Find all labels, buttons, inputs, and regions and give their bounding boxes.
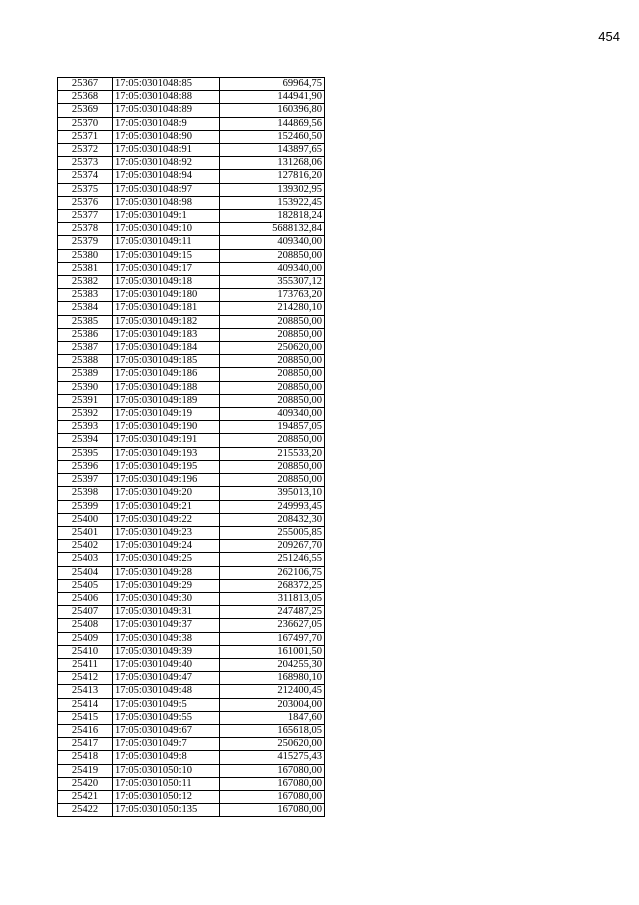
cadastral-number-cell: 17:05:0301048:85 xyxy=(113,78,220,91)
value-cell: 268372,25 xyxy=(220,579,325,592)
value-cell: 167497,70 xyxy=(220,632,325,645)
value-cell: 250620,00 xyxy=(220,342,325,355)
table-row xyxy=(58,144,325,157)
row-number-cell: 25406 xyxy=(58,592,113,605)
value-cell: 167080,00 xyxy=(220,804,325,817)
table-row xyxy=(58,566,325,579)
table-row xyxy=(58,421,325,434)
value-cell: 208850,00 xyxy=(220,249,325,262)
cadastral-number-cell: 17:05:0301049:196 xyxy=(113,474,220,487)
table-row xyxy=(58,210,325,223)
value-cell: 69964,75 xyxy=(220,78,325,91)
row-number-cell: 25377 xyxy=(58,210,113,223)
row-number-cell: 25379 xyxy=(58,236,113,249)
cadastral-number-cell: 17:05:0301048:9 xyxy=(113,117,220,130)
row-number-cell: 25372 xyxy=(58,144,113,157)
row-number-cell: 25413 xyxy=(58,685,113,698)
row-number-cell: 25371 xyxy=(58,130,113,143)
cadastral-number-cell: 17:05:0301049:20 xyxy=(113,487,220,500)
row-number-cell: 25414 xyxy=(58,698,113,711)
value-cell: 355307,12 xyxy=(220,276,325,289)
cadastral-number-cell: 17:05:0301049:30 xyxy=(113,592,220,605)
cadastral-number-cell: 17:05:0301049:8 xyxy=(113,751,220,764)
cadastral-number-cell: 17:05:0301049:18 xyxy=(113,276,220,289)
value-cell: 208850,00 xyxy=(220,394,325,407)
cadastral-number-cell: 17:05:0301049:5 xyxy=(113,698,220,711)
table-row xyxy=(58,804,325,817)
table-row xyxy=(58,540,325,553)
row-number-cell: 25402 xyxy=(58,540,113,553)
row-number-cell: 25400 xyxy=(58,513,113,526)
table-row xyxy=(58,672,325,685)
row-number-cell: 25374 xyxy=(58,170,113,183)
cadastral-number-cell: 17:05:0301048:89 xyxy=(113,104,220,117)
table-row xyxy=(58,223,325,236)
cadastral-number-cell: 17:05:0301049:48 xyxy=(113,685,220,698)
table-row xyxy=(58,170,325,183)
row-number-cell: 25396 xyxy=(58,460,113,473)
row-number-cell: 25380 xyxy=(58,249,113,262)
value-cell: 5688132,84 xyxy=(220,223,325,236)
value-cell: 208850,00 xyxy=(220,460,325,473)
row-number-cell: 25376 xyxy=(58,196,113,209)
row-number-cell: 25373 xyxy=(58,157,113,170)
cadastral-number-cell: 17:05:0301048:91 xyxy=(113,144,220,157)
cadastral-number-cell: 17:05:0301049:40 xyxy=(113,658,220,671)
row-number-cell: 25412 xyxy=(58,672,113,685)
table-row xyxy=(58,790,325,803)
table-row xyxy=(58,698,325,711)
value-cell: 165618,05 xyxy=(220,724,325,737)
row-number-cell: 25398 xyxy=(58,487,113,500)
table-row xyxy=(58,764,325,777)
value-cell: 182818,24 xyxy=(220,210,325,223)
table-row xyxy=(58,592,325,605)
table-row xyxy=(58,751,325,764)
cadastral-number-cell: 17:05:0301049:1 xyxy=(113,210,220,223)
cadastral-number-cell: 17:05:0301049:22 xyxy=(113,513,220,526)
row-number-cell: 25399 xyxy=(58,500,113,513)
table-row xyxy=(58,434,325,447)
cadastral-number-cell: 17:05:0301049:24 xyxy=(113,540,220,553)
cadastral-number-cell: 17:05:0301049:185 xyxy=(113,355,220,368)
table-row xyxy=(58,381,325,394)
value-cell: 409340,00 xyxy=(220,262,325,275)
cadastral-number-cell: 17:05:0301049:25 xyxy=(113,553,220,566)
cadastral-number-cell: 17:05:0301050:10 xyxy=(113,764,220,777)
value-cell: 215533,20 xyxy=(220,447,325,460)
row-number-cell: 25417 xyxy=(58,738,113,751)
table-row xyxy=(58,632,325,645)
cadastral-number-cell: 17:05:0301049:19 xyxy=(113,408,220,421)
cadastral-number-cell: 17:05:0301049:47 xyxy=(113,672,220,685)
table-row xyxy=(58,606,325,619)
value-cell: 194857,05 xyxy=(220,421,325,434)
value-cell: 236627,05 xyxy=(220,619,325,632)
table-row xyxy=(58,447,325,460)
cadastral-number-cell: 17:05:0301049:28 xyxy=(113,566,220,579)
value-cell: 208850,00 xyxy=(220,355,325,368)
cadastral-number-cell: 17:05:0301049:67 xyxy=(113,724,220,737)
row-number-cell: 25407 xyxy=(58,606,113,619)
cadastral-number-cell: 17:05:0301049:190 xyxy=(113,421,220,434)
value-cell: 203004,00 xyxy=(220,698,325,711)
cadastral-number-cell: 17:05:0301049:193 xyxy=(113,447,220,460)
value-cell: 160396,80 xyxy=(220,104,325,117)
cadastral-number-cell: 17:05:0301050:135 xyxy=(113,804,220,817)
row-number-cell: 25387 xyxy=(58,342,113,355)
cadastral-number-cell: 17:05:0301049:191 xyxy=(113,434,220,447)
value-cell: 208850,00 xyxy=(220,328,325,341)
cadastral-number-cell: 17:05:0301049:23 xyxy=(113,526,220,539)
value-cell: 311813,05 xyxy=(220,592,325,605)
cadastral-number-cell: 17:05:0301050:11 xyxy=(113,777,220,790)
table-row xyxy=(58,711,325,724)
value-cell: 247487,25 xyxy=(220,606,325,619)
table-row xyxy=(58,777,325,790)
cadastral-number-cell: 17:05:0301049:182 xyxy=(113,315,220,328)
table-row xyxy=(58,526,325,539)
table-row xyxy=(58,117,325,130)
value-cell: 251246,55 xyxy=(220,553,325,566)
table-row xyxy=(58,738,325,751)
cadastral-number-cell: 17:05:0301049:181 xyxy=(113,302,220,315)
cadastral-number-cell: 17:05:0301048:94 xyxy=(113,170,220,183)
value-cell: 1847,60 xyxy=(220,711,325,724)
table-row xyxy=(58,724,325,737)
row-number-cell: 25420 xyxy=(58,777,113,790)
value-cell: 139302,95 xyxy=(220,183,325,196)
cadastral-number-cell: 17:05:0301048:88 xyxy=(113,91,220,104)
table-row xyxy=(58,196,325,209)
value-cell: 208850,00 xyxy=(220,381,325,394)
table-row xyxy=(58,249,325,262)
value-cell: 249993,45 xyxy=(220,500,325,513)
table-row xyxy=(58,685,325,698)
row-number-cell: 25370 xyxy=(58,117,113,130)
cadastral-number-cell: 17:05:0301048:90 xyxy=(113,130,220,143)
value-cell: 144941,90 xyxy=(220,91,325,104)
cadastral-number-cell: 17:05:0301049:10 xyxy=(113,223,220,236)
cadastral-number-cell: 17:05:0301049:55 xyxy=(113,711,220,724)
value-cell: 168980,10 xyxy=(220,672,325,685)
row-number-cell: 25419 xyxy=(58,764,113,777)
table-row xyxy=(58,315,325,328)
row-number-cell: 25383 xyxy=(58,289,113,302)
cadastral-number-cell: 17:05:0301050:12 xyxy=(113,790,220,803)
value-cell: 409340,00 xyxy=(220,236,325,249)
cadastral-number-cell: 17:05:0301049:184 xyxy=(113,342,220,355)
row-number-cell: 25409 xyxy=(58,632,113,645)
table-row xyxy=(58,355,325,368)
value-cell: 255005,85 xyxy=(220,526,325,539)
cadastral-number-cell: 17:05:0301049:180 xyxy=(113,289,220,302)
cadastral-number-cell: 17:05:0301048:92 xyxy=(113,157,220,170)
table-row xyxy=(58,408,325,421)
table-row xyxy=(58,553,325,566)
row-number-cell: 25384 xyxy=(58,302,113,315)
value-cell: 395013,10 xyxy=(220,487,325,500)
cadastral-number-cell: 17:05:0301049:21 xyxy=(113,500,220,513)
value-cell: 167080,00 xyxy=(220,777,325,790)
row-number-cell: 25394 xyxy=(58,434,113,447)
value-cell: 127816,20 xyxy=(220,170,325,183)
table-row xyxy=(58,289,325,302)
table-row xyxy=(58,368,325,381)
value-cell: 131268,06 xyxy=(220,157,325,170)
value-cell: 262106,75 xyxy=(220,566,325,579)
row-number-cell: 25415 xyxy=(58,711,113,724)
row-number-cell: 25369 xyxy=(58,104,113,117)
value-cell: 214280,10 xyxy=(220,302,325,315)
table-row xyxy=(58,183,325,196)
row-number-cell: 25416 xyxy=(58,724,113,737)
value-cell: 409340,00 xyxy=(220,408,325,421)
table-row xyxy=(58,262,325,275)
row-number-cell: 25401 xyxy=(58,526,113,539)
value-cell: 153922,45 xyxy=(220,196,325,209)
row-number-cell: 25367 xyxy=(58,78,113,91)
value-cell: 208850,00 xyxy=(220,434,325,447)
cadastral-number-cell: 17:05:0301049:31 xyxy=(113,606,220,619)
row-number-cell: 25392 xyxy=(58,408,113,421)
table-row xyxy=(58,130,325,143)
value-cell: 144869,56 xyxy=(220,117,325,130)
row-number-cell: 25393 xyxy=(58,421,113,434)
table-row xyxy=(58,236,325,249)
cadastral-number-cell: 17:05:0301049:183 xyxy=(113,328,220,341)
row-number-cell: 25397 xyxy=(58,474,113,487)
cadastral-number-cell: 17:05:0301049:186 xyxy=(113,368,220,381)
table-row xyxy=(58,302,325,315)
row-number-cell: 25386 xyxy=(58,328,113,341)
cadastral-number-cell: 17:05:0301049:189 xyxy=(113,394,220,407)
value-cell: 143897,65 xyxy=(220,144,325,157)
row-number-cell: 25388 xyxy=(58,355,113,368)
table-row xyxy=(58,579,325,592)
value-cell: 204255,30 xyxy=(220,658,325,671)
table-row xyxy=(58,513,325,526)
value-cell: 167080,00 xyxy=(220,764,325,777)
row-number-cell: 25389 xyxy=(58,368,113,381)
table-row xyxy=(58,460,325,473)
value-cell: 208432,30 xyxy=(220,513,325,526)
row-number-cell: 25390 xyxy=(58,381,113,394)
cadastral-number-cell: 17:05:0301049:17 xyxy=(113,262,220,275)
row-number-cell: 25403 xyxy=(58,553,113,566)
cadastral-number-cell: 17:05:0301049:29 xyxy=(113,579,220,592)
cadastral-number-cell: 17:05:0301049:15 xyxy=(113,249,220,262)
data-table xyxy=(57,77,325,817)
table-row xyxy=(58,78,325,91)
value-cell: 415275,43 xyxy=(220,751,325,764)
row-number-cell: 25375 xyxy=(58,183,113,196)
row-number-cell: 25395 xyxy=(58,447,113,460)
table-row xyxy=(58,394,325,407)
table-row xyxy=(58,328,325,341)
table-row xyxy=(58,474,325,487)
row-number-cell: 25381 xyxy=(58,262,113,275)
row-number-cell: 25382 xyxy=(58,276,113,289)
cadastral-number-cell: 17:05:0301049:7 xyxy=(113,738,220,751)
value-cell: 173763,20 xyxy=(220,289,325,302)
table-row xyxy=(58,619,325,632)
cadastral-number-cell: 17:05:0301049:188 xyxy=(113,381,220,394)
table-body xyxy=(58,78,325,817)
value-cell: 208850,00 xyxy=(220,315,325,328)
cadastral-number-cell: 17:05:0301049:195 xyxy=(113,460,220,473)
row-number-cell: 25378 xyxy=(58,223,113,236)
table-row xyxy=(58,342,325,355)
value-cell: 167080,00 xyxy=(220,790,325,803)
row-number-cell: 25418 xyxy=(58,751,113,764)
table-row xyxy=(58,157,325,170)
table-row xyxy=(58,658,325,671)
row-number-cell: 25385 xyxy=(58,315,113,328)
cadastral-number-cell: 17:05:0301048:97 xyxy=(113,183,220,196)
row-number-cell: 25405 xyxy=(58,579,113,592)
row-number-cell: 25410 xyxy=(58,645,113,658)
cadastral-number-cell: 17:05:0301048:98 xyxy=(113,196,220,209)
value-cell: 161001,50 xyxy=(220,645,325,658)
row-number-cell: 25408 xyxy=(58,619,113,632)
value-cell: 212400,45 xyxy=(220,685,325,698)
cadastral-number-cell: 17:05:0301049:39 xyxy=(113,645,220,658)
page-number: 454 xyxy=(598,29,620,44)
cadastral-number-cell: 17:05:0301049:38 xyxy=(113,632,220,645)
row-number-cell: 25368 xyxy=(58,91,113,104)
row-number-cell: 25391 xyxy=(58,394,113,407)
cadastral-number-cell: 17:05:0301049:37 xyxy=(113,619,220,632)
table-row xyxy=(58,104,325,117)
table-row xyxy=(58,645,325,658)
value-cell: 152460,50 xyxy=(220,130,325,143)
table-row xyxy=(58,487,325,500)
value-cell: 209267,70 xyxy=(220,540,325,553)
row-number-cell: 25421 xyxy=(58,790,113,803)
row-number-cell: 25411 xyxy=(58,658,113,671)
value-cell: 208850,00 xyxy=(220,368,325,381)
row-number-cell: 25404 xyxy=(58,566,113,579)
value-cell: 250620,00 xyxy=(220,738,325,751)
row-number-cell: 25422 xyxy=(58,804,113,817)
value-cell: 208850,00 xyxy=(220,474,325,487)
table-row xyxy=(58,91,325,104)
cadastral-number-cell: 17:05:0301049:11 xyxy=(113,236,220,249)
table-row xyxy=(58,276,325,289)
table-row xyxy=(58,500,325,513)
